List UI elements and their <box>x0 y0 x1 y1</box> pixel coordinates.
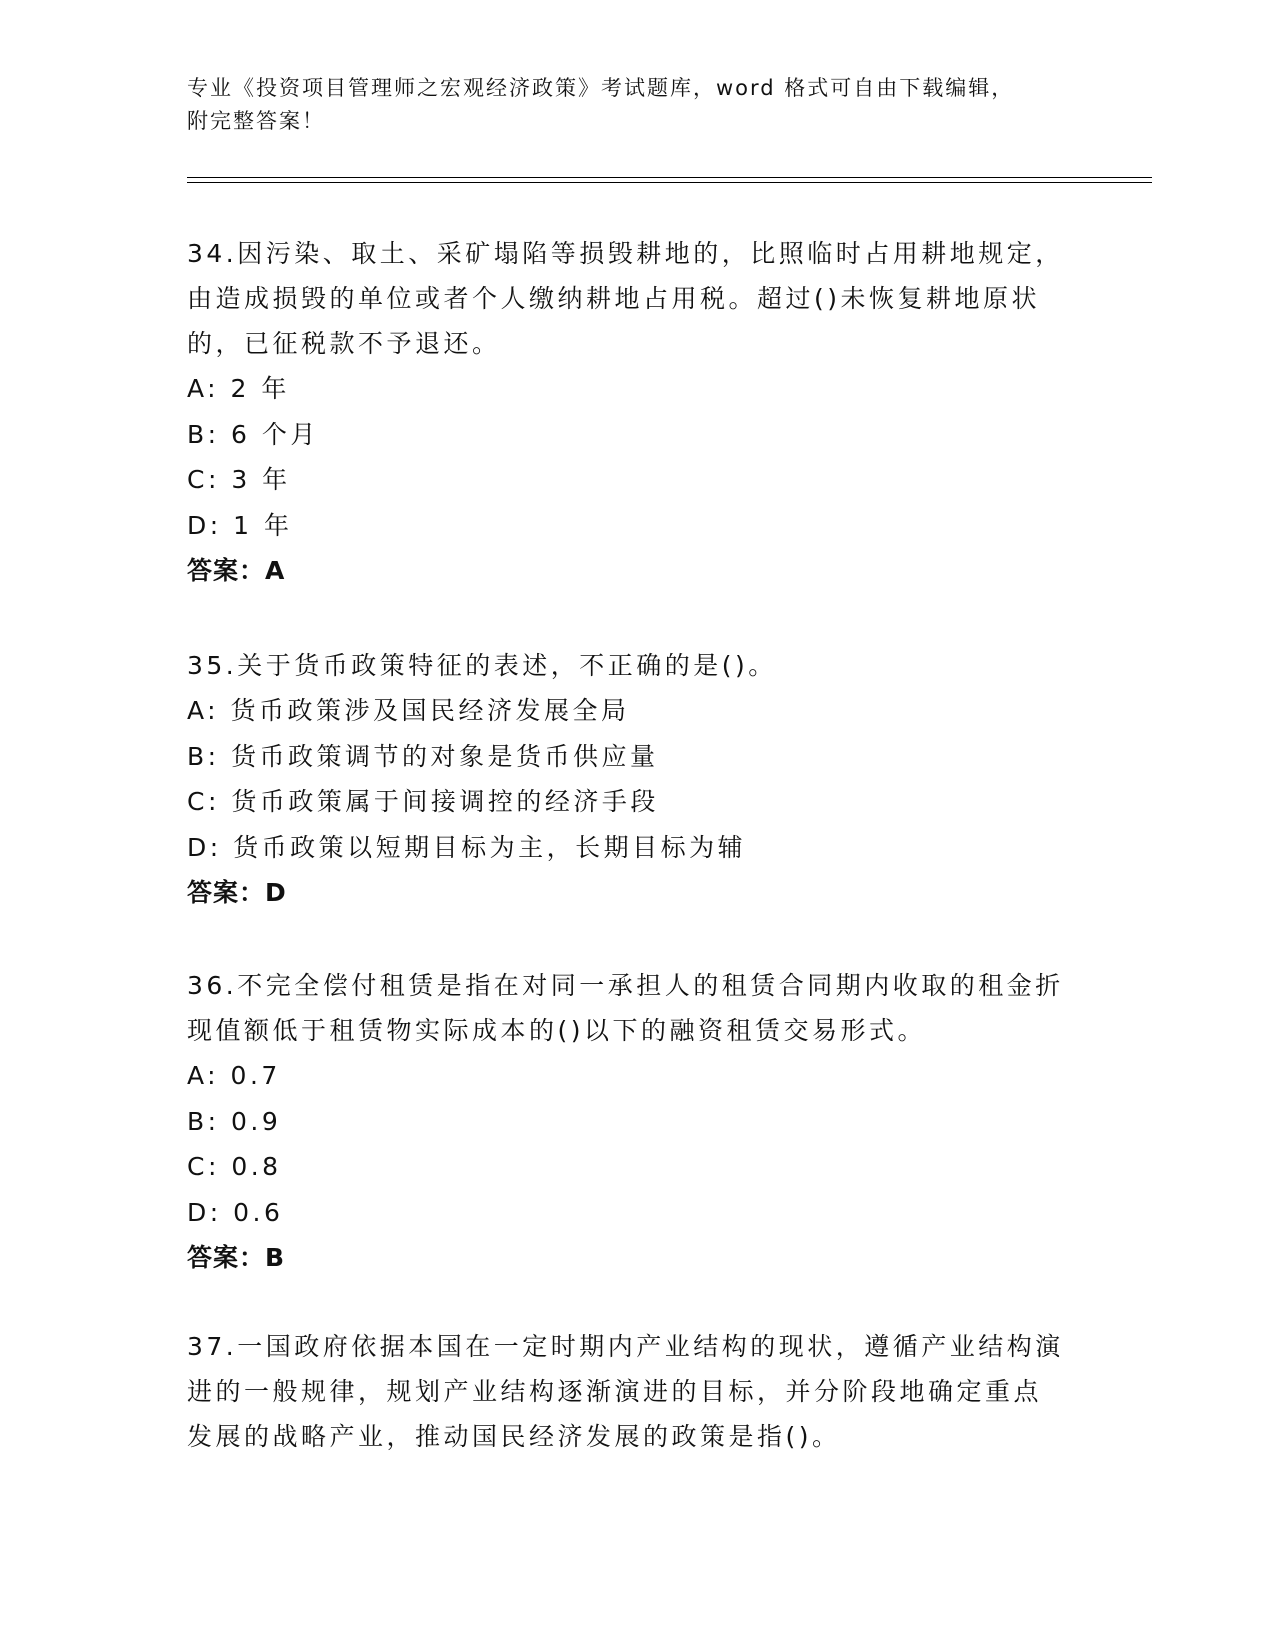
answer: 答案：B <box>187 1243 286 1272</box>
option-b: B: 0.9 <box>187 1106 282 1136</box>
header-line-2: 附完整答案！ <box>187 109 325 133</box>
option-d: D: 0.6 <box>187 1197 284 1227</box>
question-stem <box>187 963 1087 1053</box>
stem-line: 34.因污染、取土、采矿塌陷等损毁耕地的，比照临时占用耕地规定， <box>187 239 1064 268</box>
question-37 <box>187 1324 1087 1459</box>
option-a: A: 货币政策涉及国民经济发展全局 <box>187 696 630 725</box>
question-36 <box>187 963 1087 1281</box>
answer: 答案：A <box>187 556 286 585</box>
option-a: A: 0.7 <box>187 1061 281 1090</box>
header-divider-bottom <box>187 182 1152 183</box>
stem-line: 36.不完全偿付租赁是指在对同一承担人的租赁合同期内收取的租金折 <box>187 971 1064 1000</box>
option-c: C: 3 年 <box>187 465 291 494</box>
header-divider-top <box>187 177 1152 178</box>
question-stem <box>187 643 1087 688</box>
stem-line: 发展的战略产业，推动国民经济发展的政策是指()。 <box>187 1422 841 1451</box>
stem-line: 由造成损毁的单位或者个人缴纳耕地占用税。超过()未恢复耕地原状 <box>187 284 1041 313</box>
header-line-1: 专业《投资项目管理师之宏观经济政策》考试题库，word 格式可自由下载编辑， <box>187 76 1015 100</box>
question-stem <box>187 231 1087 366</box>
stem-line: 的，已征税款不予退还。 <box>187 329 501 358</box>
question-35 <box>187 643 1087 916</box>
stem-line: 现值额低于租赁物实际成本的()以下的融资租赁交易形式。 <box>187 1016 927 1045</box>
answer: 答案：D <box>187 878 287 907</box>
option-b: B: 货币政策调节的对象是货币供应量 <box>187 741 659 771</box>
document-header <box>187 72 1067 138</box>
stem-line: 35.关于货币政策特征的表述，不正确的是()。 <box>187 651 777 680</box>
question-34 <box>187 231 1087 594</box>
option-d: D: 货币政策以短期目标为主，长期目标为辅 <box>187 832 747 862</box>
option-c: C: 货币政策属于间接调控的经济手段 <box>187 787 659 816</box>
option-c: C: 0.8 <box>187 1152 282 1181</box>
option-b: B: 6 个月 <box>187 419 319 449</box>
stem-line: 进的一般规律，规划产业结构逐渐演进的目标，并分阶段地确定重点 <box>187 1377 1043 1406</box>
option-d: D: 1 年 <box>187 510 293 540</box>
question-stem <box>187 1324 1087 1459</box>
option-a: A: 2 年 <box>187 374 290 403</box>
stem-line: 37.一国政府依据本国在一定时期内产业结构的现状，遵循产业结构演 <box>187 1332 1064 1361</box>
